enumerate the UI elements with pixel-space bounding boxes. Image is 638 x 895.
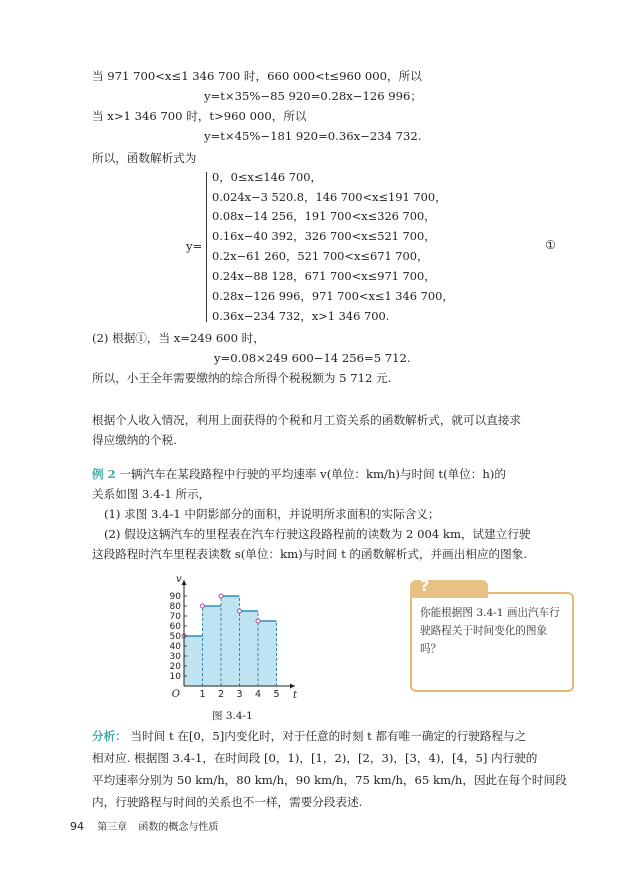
question-line: (2) 假设这辆汽车的里程表在汽车行驶这段路程前的读数为 2 004 km，试建立行驶 — [104, 527, 531, 541]
analysis-label: 分析： — [92, 729, 127, 743]
y-tick-label: 70 — [169, 612, 181, 622]
origin-label: O — [171, 689, 180, 700]
analysis-line: 相对应. 根据图 3.4-1，在时间段 [0，1)，[1，2)，[2，3)，[3，4)，[4，5] 内行驶的 — [92, 751, 538, 765]
footer — [70, 818, 218, 833]
data-point — [238, 609, 242, 613]
x-tick-label: 5 — [273, 689, 280, 700]
y-tick-label: 40 — [169, 642, 181, 652]
analysis-line: 内，行驶路程与时间的关系也不一样，需要分段表述. — [92, 795, 363, 809]
formula-line: y=t×35%−85 920=0.28x−126 996； — [204, 89, 423, 103]
paragraph-line: 根据个人收入情况，利用上面获得的个税和月工资关系的函数解析式，就可以直接求 — [92, 413, 521, 427]
formula-line: y=t×45%−181 920=0.36x−234 732. — [204, 129, 422, 143]
paragraph-line: 得应缴纳的个税. — [92, 433, 177, 447]
chapter-label: 第三章 — [97, 822, 128, 833]
x-axis-label: t — [293, 690, 298, 701]
piecewise-case: 0.16x−40 392，326 700<x≤521 700， — [212, 229, 436, 243]
y-tick-label: 50 — [169, 632, 181, 642]
piecewise-case: 0.28x−126 996，971 700<x≤1 346 700， — [212, 289, 454, 303]
example-line: 关系如图 3.4-1 所示， — [92, 487, 211, 501]
bar — [221, 596, 240, 686]
think-box — [410, 576, 574, 692]
y-tick-label: 60 — [169, 622, 181, 632]
example-label: 例 2 — [92, 467, 116, 481]
velocity-time-chart — [160, 564, 320, 704]
bar — [258, 621, 277, 686]
y-tick-label: 80 — [169, 602, 181, 612]
piecewise-case: 0，0≤x≤146 700， — [212, 170, 322, 184]
analysis-text: 当时间 t 在[0，5]内变化时，对于任意的时刻 t 都有唯一确定的行驶路程与之 — [130, 729, 527, 743]
analysis-line: 平均速率分别为 50 km/h，80 km/h，90 km/h，75 km/h，65 km/h，因此在每个时间段 — [92, 773, 567, 787]
x-tick-label: 3 — [236, 689, 243, 700]
text-line: 当 x>1 346 700 时，t>960 000，所以 — [92, 109, 307, 123]
y-tick-label: 10 — [169, 672, 181, 682]
x-tick-label: 4 — [254, 689, 262, 700]
figure-caption: 图 3.4-1 — [212, 710, 253, 722]
x-tick-label: 2 — [217, 689, 225, 700]
piecewise-case: 0.2x−61 260，521 700<x≤671 700， — [212, 249, 429, 263]
question-line: (1) 求图 3.4-1 中阴影部分的面积，并说明所求面积的实际含义； — [104, 507, 440, 521]
example-line — [92, 466, 506, 482]
y-axis-arrow — [182, 580, 187, 585]
question-line: 这段路程时汽车里程表读数 s(单位：km)与时间 t 的函数解析式，并画出相应的图象. — [92, 547, 528, 561]
y-tick-label: 20 — [169, 662, 181, 672]
piecewise-lhs: y= — [186, 239, 203, 253]
text-line: (2) 根据①，当 x=249 600 时， — [92, 331, 265, 345]
question-mark-icon: ? — [420, 576, 430, 595]
page-number: 94 — [70, 820, 84, 833]
x-tick-label: 1 — [199, 689, 206, 700]
text-line: 当 971 700<x≤1 346 700 时，660 000<t≤960 000，所以 — [92, 69, 422, 83]
y-axis-label: v — [176, 574, 182, 585]
data-point — [256, 619, 260, 623]
think-text: 你能根据图 3.4-1 画出汽车行驶路程关于时间变化的图象吗？ — [420, 607, 560, 655]
piecewise-case: 0.36x−234 732，x>1 346 700. — [212, 309, 390, 323]
data-point — [201, 604, 205, 608]
bar — [240, 611, 259, 686]
piecewise-case: 0.08x−14 256，191 700<x≤326 700， — [212, 209, 436, 223]
text-line: 所以，小王全年需要缴纳的综合所得个税税额为 5 712 元. — [92, 371, 392, 385]
y-tick-label: 90 — [169, 592, 181, 602]
x-axis-arrow — [290, 684, 295, 689]
text-line: 所以，函数解析式为 — [92, 151, 197, 165]
equation-number: ① — [545, 238, 556, 252]
formula-line: y=0.08×249 600−14 256=5 712. — [214, 351, 411, 365]
bar — [203, 606, 222, 686]
data-point — [219, 594, 223, 598]
bar — [184, 636, 203, 686]
y-tick-label: 30 — [169, 652, 181, 662]
chapter-title: 函数的概念与性质 — [138, 822, 219, 833]
piecewise-case: 0.024x−3 520.8，146 700<x≤191 700， — [212, 190, 447, 204]
piecewise-case: 0.24x−88 128，671 700<x≤971 700， — [212, 269, 436, 283]
example-text: 一辆汽车在某段路程中行驶的平均速率 v(单位：km/h)与时间 t(单位：h)的 — [119, 467, 506, 481]
analysis-line — [92, 728, 526, 744]
